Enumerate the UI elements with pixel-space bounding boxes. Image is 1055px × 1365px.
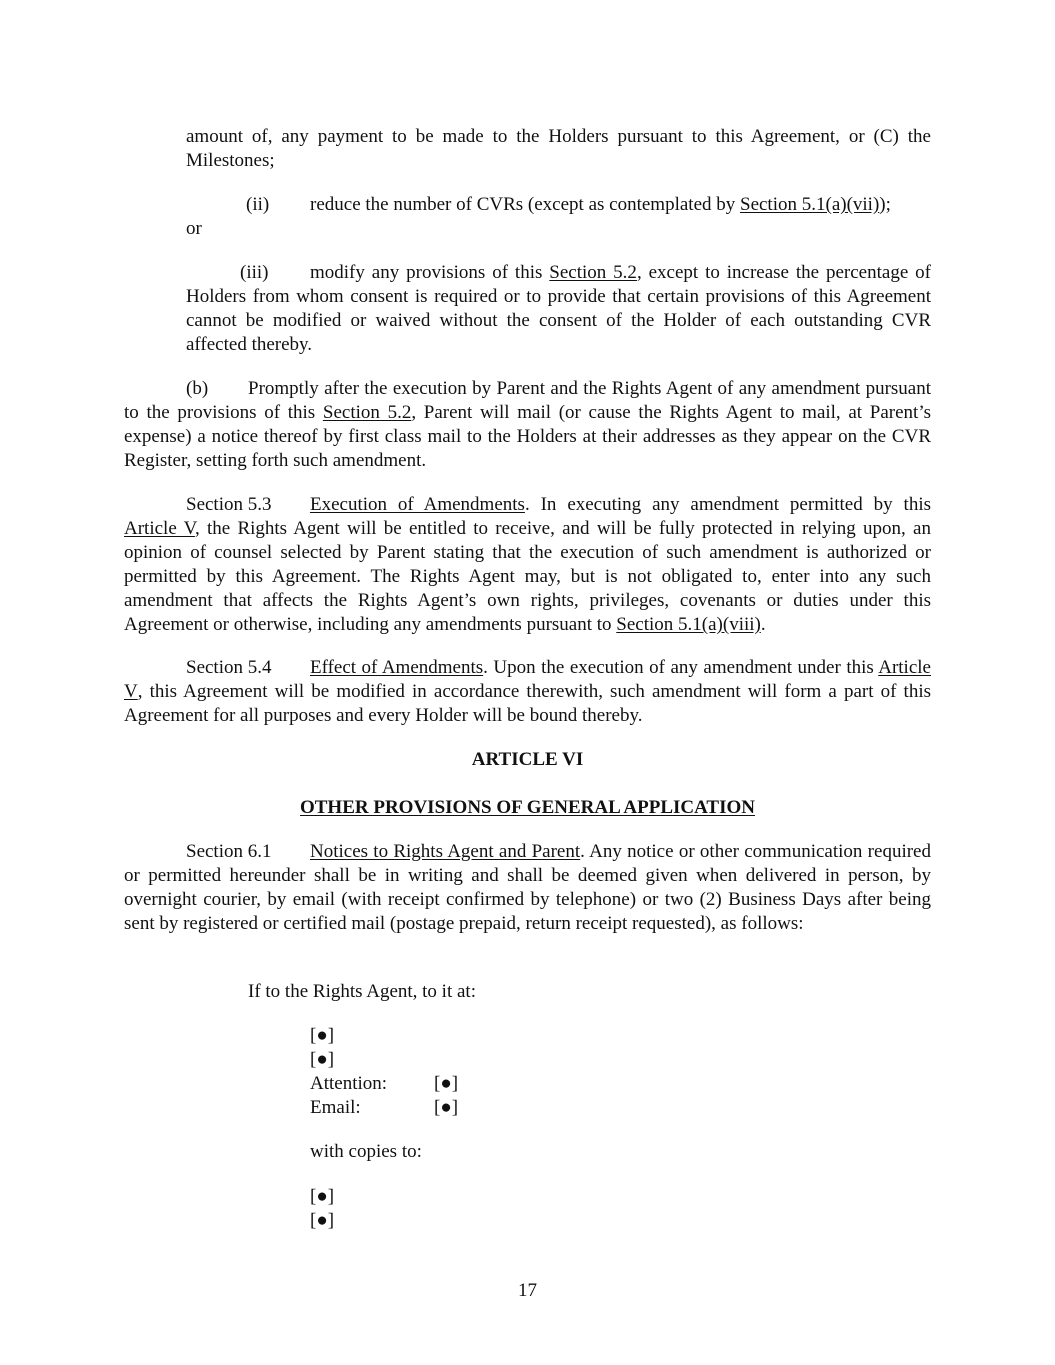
- email-value: [●]: [434, 1097, 459, 1118]
- section-5-3-article-ref: Article V: [124, 518, 195, 539]
- article-subheading-text: OTHER PROVISIONS OF GENERAL APPLICATION: [299, 797, 756, 818]
- clause-ii: [186, 193, 931, 241]
- section-5-3-text-b: , the Rights Agent will be entitled to receive, and will be fully protected in relying upon, an opinion of counsel selected by Parent stating that the execution of such amendment is authorized or permitted by this Agreement. The Rights Agent may, but is not obligated to, enter into any such amendment that affects the Rights Agent’s own rights, privileges, covenants or duties under this Agreement or otherwise, including any amendments pursuant to: [124, 518, 931, 635]
- clause-iii-number: (iii): [240, 262, 269, 283]
- section-5-4-label: Section 5.4: [186, 657, 272, 678]
- paragraph-b: [124, 377, 931, 473]
- section-5-3: [124, 493, 931, 637]
- section-5-4: [124, 656, 931, 728]
- page-number-text: 17: [518, 1280, 537, 1301]
- section-6-1: [124, 840, 931, 936]
- paragraph-b-text-b: , Parent will mail (or cause the Rights Agent to mail, at Parent’s expense) a notice thereof by first class mail to the Holders at their addresses as they appear on the CVR Register, setting forth such amendment.: [124, 402, 931, 471]
- clause-ii-section-ref: Section 5.1(a)(vii): [740, 194, 880, 215]
- clause-i-tail: [186, 125, 931, 173]
- copy-line-1: [●]: [310, 1186, 335, 1207]
- article-heading: [124, 748, 931, 772]
- section-5-3-section-ref: Section 5.1(a)(viii): [616, 614, 761, 635]
- clause-iii: [186, 261, 931, 357]
- clause-iii-text-b: , except to increase the percentage of Holders from whom consent is required or to provide that certain provisions of this Agreement cannot be modified or waived without the consent of the Holder of each outstanding CVR affected thereby.: [186, 262, 931, 355]
- email-row: [310, 1096, 710, 1120]
- clause-ii-number: (ii): [246, 194, 270, 215]
- section-5-3-text-a: . In executing any amendment permitted by this: [524, 494, 931, 515]
- article-subheading: [124, 796, 931, 820]
- section-6-1-label: Section 6.1: [186, 841, 272, 862]
- paragraph-b-number: (b): [186, 378, 209, 399]
- article-heading-text: ARTICLE VI: [471, 749, 584, 770]
- copy-line-2: [●]: [310, 1210, 335, 1231]
- email-label: Email:: [310, 1097, 361, 1118]
- clause-ii-text-b: );: [879, 194, 891, 215]
- attention-value: [●]: [434, 1073, 459, 1094]
- section-6-1-title: Notices to Rights Agent and Parent: [310, 841, 581, 862]
- clause-iii-text-a: modify any provisions of this: [310, 262, 550, 283]
- page-number: [0, 1279, 1055, 1303]
- copies-label-text: with copies to:: [310, 1141, 422, 1162]
- section-6-1-text-a: . Any notice or other communication required or permitted hereunder shall be in writing and shall be deemed given when delivered in person, by overnight courier, by email (with receipt confirmed by telephone) or two (2) Business Days after being sent by registered or certified mail (postage prepaid, return receipt requested), as follows:: [124, 841, 931, 934]
- address-line-2: [●]: [310, 1049, 335, 1070]
- paragraph-b-section-ref: Section 5.2: [322, 402, 412, 423]
- attention-row: [310, 1072, 710, 1096]
- section-5-4-text-b: , this Agreement will be modified in accordance therewith, such amendment will form a part of this Agreement for all purposes and every Holder will be bound thereby.: [124, 681, 931, 726]
- rights-agent-address: [310, 1024, 710, 1120]
- section-5-4-title: Effect of Amendments: [310, 657, 484, 678]
- clause-ii-or: or: [186, 218, 202, 239]
- copies-label: [310, 1140, 710, 1164]
- address-line-1: [●]: [310, 1025, 335, 1046]
- section-5-3-label: Section 5.3: [186, 494, 272, 515]
- section-5-3-text-c: .: [760, 614, 766, 635]
- notice-intro-text: If to the Rights Agent, to it at:: [248, 981, 476, 1002]
- paragraph-b-text-a: Promptly after the execution by Parent and the Rights Agent of any amendment pursuant to the provisions of this: [124, 378, 931, 423]
- clause-i-tail-text: amount of, any payment to be made to the Holders pursuant to this Agreement, or (C) the Milestones;: [186, 126, 931, 171]
- clause-iii-section-ref: Section 5.2: [549, 262, 637, 283]
- clause-ii-text-a: reduce the number of CVRs (except as contemplated by: [310, 194, 740, 215]
- section-5-4-text-a: . Upon the execution of any amendment under this: [483, 657, 879, 678]
- section-5-4-article-ref: Article V: [124, 657, 931, 702]
- notice-intro: [248, 980, 848, 1004]
- section-5-3-title: Execution of Amendments: [310, 494, 525, 515]
- attention-label: Attention:: [310, 1073, 388, 1094]
- copies-address: [310, 1185, 710, 1233]
